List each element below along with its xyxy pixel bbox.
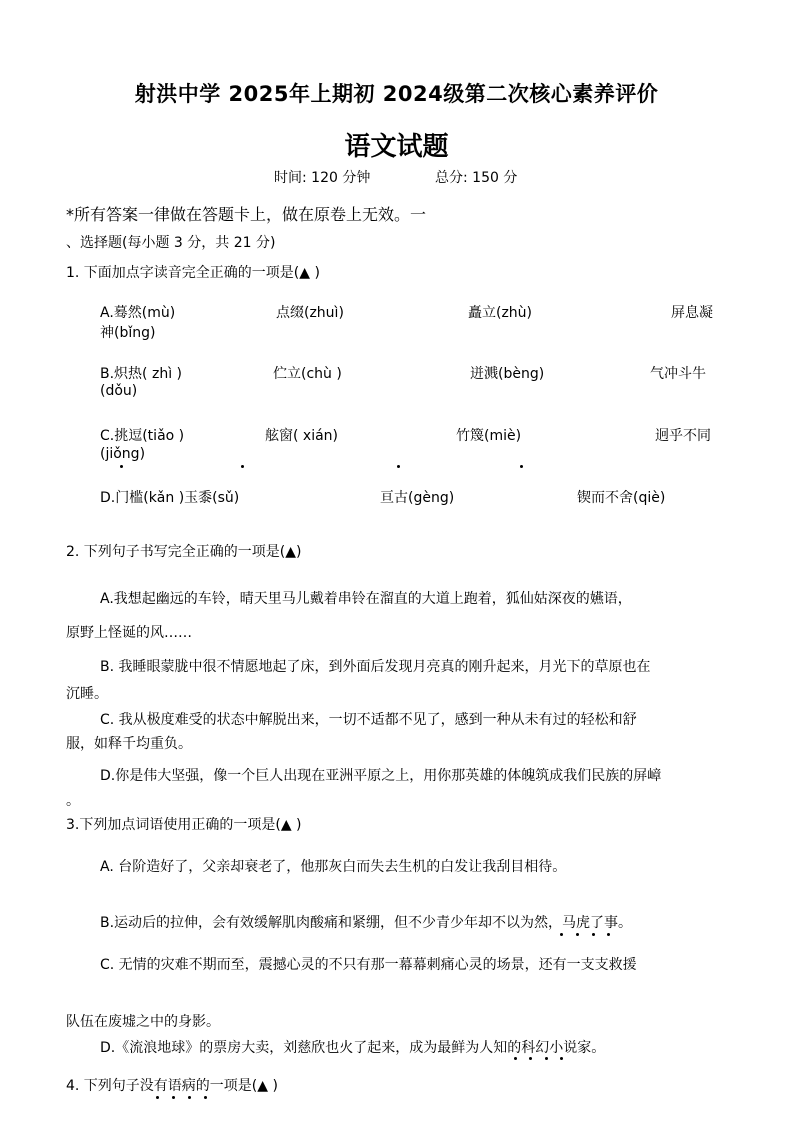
q1-option-d-item-2: 亘古(gèng) (380, 490, 455, 506)
q1-option-a: A.蓦然(mù) (100, 305, 176, 321)
emphasis-dot (397, 465, 400, 468)
exam-time: 时间: 120 分钟 (274, 170, 371, 186)
q1-option-c-item-3: 竹篾(miè) (456, 428, 522, 444)
q3-option-b: B.运动后的拉伸，会有效缓解肌肉酸痛和紧绷，但不少青少年却不以为然，马虎了事。 (100, 915, 633, 931)
q1-option-a-item-4: 屏息凝 (671, 305, 713, 321)
q1-option-d-item-3: 锲而不舍(qiè) (577, 490, 666, 506)
q1-option-b: B.炽热( zhì ) (100, 366, 182, 382)
q3-option-d: D.《流浪地球》的票房大卖，刘慈欣也火了起来，成为最鲜为人知的科幻小说家。 (100, 1040, 606, 1056)
emphasis-dot (241, 465, 244, 468)
emphasis-dot (560, 933, 563, 936)
q1-option-b-item-2: 伫立(chù ) (273, 366, 342, 382)
emphasis-dot (514, 1057, 517, 1060)
question-2-stem: 2. 下列句子书写完全正确的一项是(▲) (66, 544, 302, 560)
emphasis-dot (204, 1096, 207, 1099)
q2-option-c-line-2: 服，如释千均重负。 (66, 736, 192, 752)
q1-option-c: C.挑逗(tiǎo ) (100, 428, 185, 444)
question-3-stem: 3.下列加点词语使用正确的一项是(▲ ) (66, 817, 302, 833)
emphasis-dot (172, 1096, 175, 1099)
exam-total-score: 总分: 150 分 (435, 170, 518, 186)
q2-option-d-line-1: D.你是伟大坚强，像一个巨人出现在亚洲平原之上，用你那英雄的体魄筑成我们民族的屏嶂 (100, 768, 662, 784)
emphasis-dot (520, 465, 523, 468)
q3-option-c-line-1: C. 无情的灾难不期而至，震撼心灵的不只有那一幕幕刺痛心灵的场景，还有一支支救援 (100, 957, 637, 973)
exam-subtitle: 语文试题 (344, 132, 449, 162)
q1-option-c-item-2: 舷窗( xián) (265, 428, 339, 444)
q2-option-b-line-1: B. 我睡眼蒙胧中很不情愿地起了床，到外面后发现月亮真的刚升起来，月光下的草原也在 (100, 659, 651, 675)
emphasis-dot (545, 1057, 548, 1060)
answer-notice: *所有答案一律做在答题卡上，做在原卷上无效。一 (66, 205, 427, 224)
q1-option-b-tail: (dǒu) (100, 383, 138, 399)
q3-option-a: A. 台阶造好了，父亲却衰老了，他那灰白而失去生机的白发让我刮目相待。 (100, 859, 567, 875)
q2-option-b-line-2: 沉睡。 (66, 686, 108, 702)
q2-option-c-line-1: C. 我从极度难受的状态中解脱出来，一切不适都不见了，感到一种从未有过的轻松和舒 (100, 712, 637, 728)
q2-option-a-line-2: 原野上怪诞的风…… (66, 625, 192, 641)
q1-option-a-item-3: 矗立(zhù) (468, 305, 533, 321)
q2-option-a-line-1: A.我想起幽远的车铃，晴天里马儿戴着串铃在溜直的大道上跑着，狐仙姑深夜的嬿语， (100, 591, 632, 607)
q1-option-a-tail: 神(bǐng) (100, 325, 156, 341)
emphasis-dot (607, 933, 610, 936)
question-4-stem: 4. 下列句子没有语病的一项是(▲ ) (66, 1078, 278, 1094)
emphasis-dot (188, 1096, 191, 1099)
q1-option-b-item-4: 气冲斗牛 (650, 366, 706, 382)
question-1-stem: 1. 下面加点字读音完全正确的一项是(▲ ) (66, 265, 320, 281)
q1-option-c-item-4: 迥乎不同 (655, 428, 711, 444)
q1-option-c-tail: (jiǒng) (100, 446, 146, 462)
section-heading: 、选择题(每小题 3 分，共 21 分) (66, 235, 276, 251)
emphasis-dot (529, 1057, 532, 1060)
emphasis-dot (120, 465, 123, 468)
exam-title: 射洪中学 2025年上期初 2024级第二次核心素养评价 (134, 82, 659, 106)
q3-option-c-line-2: 队伍在废墟之中的身影。 (66, 1014, 220, 1030)
q2-option-d-line-2: 。 (66, 793, 80, 809)
q1-option-b-item-3: 迸溅(bèng) (470, 366, 545, 382)
emphasis-dot (560, 1057, 563, 1060)
q1-option-a-item-2: 点缀(zhuì) (276, 305, 344, 321)
emphasis-dot (576, 933, 579, 936)
q1-option-d: D.门槛(kǎn )玉黍(sǔ) (100, 490, 240, 506)
emphasis-dot (592, 933, 595, 936)
emphasis-dot (156, 1096, 159, 1099)
